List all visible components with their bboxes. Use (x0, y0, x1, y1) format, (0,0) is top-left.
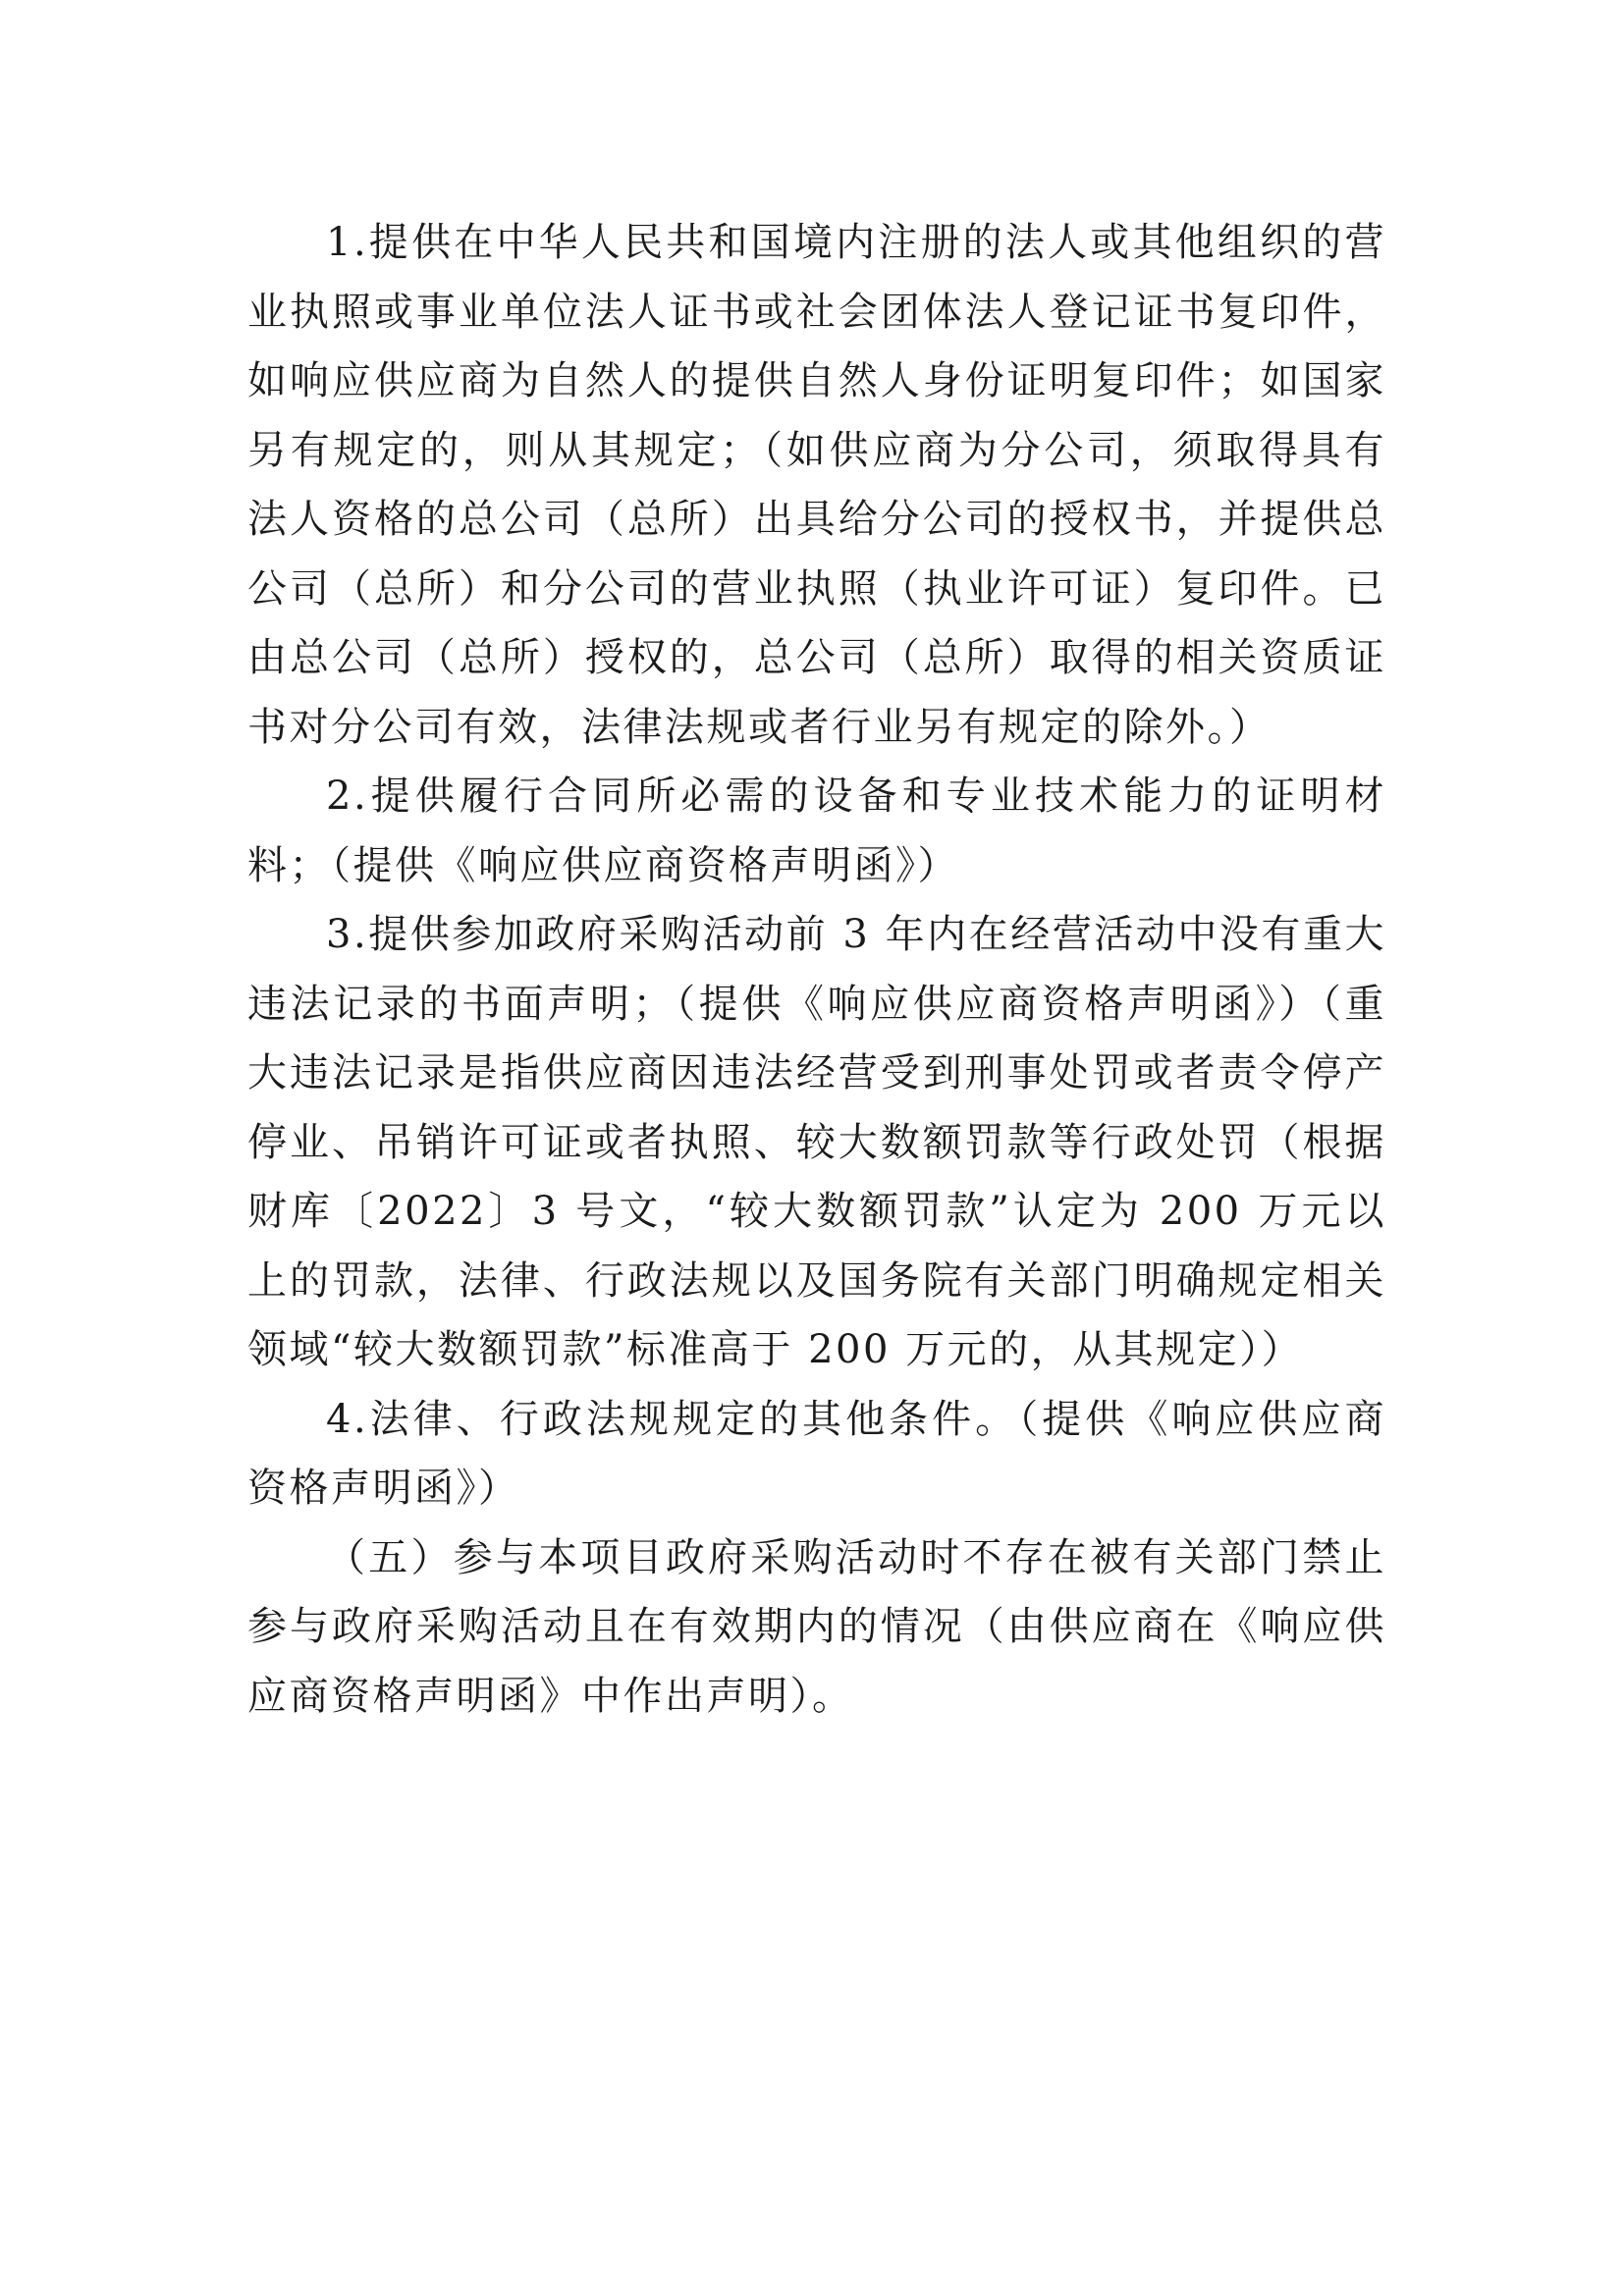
paragraph-item-4: 4.法律、行政法规规定的其他条件。（提供《响应供应商资格声明函》） (247, 1396, 1386, 1511)
paragraph-item-2: 2.提供履行合同所必需的设备和专业技术能力的证明材料；（提供《响应供应商资格声明函》） (247, 774, 1386, 888)
paragraph-item-1: 1.提供在中华人民共和国境内注册的法人或其他组织的营业执照或事业单位法人证书或社会团体法人登记证书复印件，如响应供应商为自然人的提供自然人身份证明复印件；如国家另有规定的，则从其规定；（如供应商为分公司，须取得具有法人资格的总公司（总所）出具给分公司的授权书，并提供总公司（总所）和分公司的营业执照（执业许可证）复印件。已由总公司（总所）授权的，总公司（总所）取得的相关资质证书对分公司有效，法律法规或者行业另有规定的除外。） (247, 220, 1386, 750)
document-body (247, 208, 1386, 1731)
paragraph-item-5: （五）参与本项目政府采购活动时不存在被有关部门禁止参与政府采购活动且在有效期内的情况（由供应商在《响应供应商资格声明函》中作出声明）。 (247, 1534, 1386, 1719)
paragraph-item-3: 3.提供参加政府采购活动前 3 年内在经营活动中没有重大违法记录的书面声明；（提供《响应供应商资格声明函》）（重大违法记录是指供应商因违法经营受到刑事处罚或者责令停产停业、吊销许可证或者执照、较大数额罚款等行政处罚（根据财库〔2022〕3 号文，“较大数额罚款”认定为 200 万元以上的罚款，法律、行政法规以及国务院有关部门明确规定相关领域“较大数额罚款”标准高于 200 万元的，从其规定）） (247, 912, 1386, 1372)
